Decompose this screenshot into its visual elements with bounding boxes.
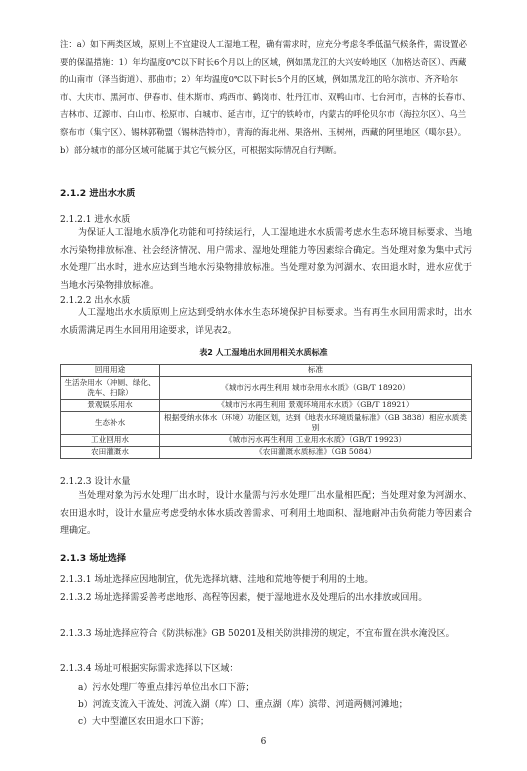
- clause-2-1-3-2: 2.1.3.2 场址选择需妥善考虑地形、高程等因素，便于湿地进水及处理后的出水排放或回用。: [60, 593, 428, 603]
- header-cell-standard: 标准: [160, 365, 472, 377]
- table-row: [61, 377, 472, 400]
- reuse-standards-table: [60, 364, 472, 459]
- clause-2-1-3-4: 2.1.3.4 场址可根据实际需求选择以下区域：: [60, 664, 239, 674]
- subheading-2-1-2-2: 2.1.2.2 出水水质: [60, 296, 131, 306]
- row-use-cell: 农田灌溉水: [61, 447, 160, 459]
- row-use-cell: 景观娱乐用水: [61, 400, 160, 412]
- clause-2-1-3-1: 2.1.3.1 场址选择应因地制宜，优先选择坑塘、洼地和荒地等便于利用的土地。: [60, 575, 374, 585]
- row-standard-cell: 《农田灌溉水质标准》（GB 5084）: [160, 447, 472, 459]
- row-use-cell: 工业回用水: [61, 435, 160, 447]
- row-standard-cell: 《城市污水再生利用 景观环境用水水质》（GB/T 18921）: [160, 400, 472, 412]
- clause-2-1-3-3: 2.1.3.3 场址选择应符合《防洪标准》GB 50201及相关防洪排涝的规定，不宜布置在洪水淹没区。: [60, 629, 455, 639]
- table-header-row: [61, 365, 472, 377]
- row-standard-cell: 《城市污水再生利用 城市杂用水水质》（GB/T 18920）: [160, 377, 472, 400]
- paragraph-design-flow: 当处理对象为污水处理厂出水时，设计水量需与污水处理厂出水量相匹配；当处理对象为河湖水、农田退水时，设计水量应考虑受纳水体水质改善需求、可利用土地面积、湿地耐冲击负荷能力等因素合理确定。: [60, 491, 472, 537]
- list-item: b）河流支流入干流处、河流入湖（库）口、重点湖（库）滨带、河道两侧河滩地；: [78, 700, 408, 710]
- table-row: [61, 447, 472, 459]
- section-heading-2-1-3: 2.1.3 场址选择: [60, 553, 127, 564]
- climate-note: 注：a）如下两类区域，原则上不宜建设人工湿地工程，确有需求时，应充分考虑冬季低温气候条件，需设置必要的保温措施：1）年均温度0℃以下时长6个月以上的区域，例如黑龙江的大兴安岭地区（加格达奇区）、西藏的山南市（泽当街道）、那曲市；2）年均温度0℃以下时长5个月的区域，例如黑龙江的哈尔滨市、齐齐哈尔市、大庆市、黑河市、伊春市、佳木斯市、鸡西市、鹤岗市、牡丹江市、双鸭山市、七台河市，吉林的长春市、吉林市、辽源市、白山市、松原市、白城市、延吉市，辽宁的铁岭市，内蒙古的呼伦贝尔市（海拉尔区）、乌兰察布市（集宁区）、锡林郭勒盟（锡林浩特市），青海的海北州、果洛州、玉树州，西藏的阿里地区（噶尔县）。b）部分城市的部分区域可能属于其它气候分区，可根据实际情况自行判断。: [60, 39, 471, 155]
- page-number: 6: [260, 737, 267, 747]
- table-row: [61, 412, 472, 435]
- section-heading-2-1-2: 2.1.2 进出水水质: [60, 188, 136, 199]
- table-caption: 表2 人工湿地出水回用相关水质标准: [199, 348, 328, 357]
- table-row: [61, 400, 472, 412]
- row-use-cell: 生态补水: [61, 412, 160, 435]
- subheading-2-1-2-3: 2.1.2.3 设计水量: [60, 477, 131, 487]
- header-cell-use: 回用用途: [61, 365, 160, 377]
- list-item: a）污水处理厂等重点排污单位出水口下游；: [78, 683, 255, 693]
- list-item: c）大中型灌区农田退水口下游；: [78, 717, 210, 727]
- row-use-cell: 生活杂用水（冲厕、绿化、洗车、扫除）: [61, 377, 160, 400]
- row-standard-cell: 根据受纳水体水（环境）功能区划，达到《地表水环境质量标准》（GB 3838）相应水质类别: [160, 412, 472, 435]
- table-row: [61, 435, 472, 447]
- paragraph-effluent-quality: 人工湿地出水水质原则上应达到受纳水体水生态环境保护目标要求。当有再生水回用需求时，出水水质需满足再生水回用用途要求，详见表2。: [60, 308, 472, 336]
- subheading-2-1-2-1: 2.1.2.1 进水水质: [60, 215, 131, 225]
- paragraph-influent-quality: 为保证人工湿地水质净化功能和可持续运行，人工湿地进水水质需考虑水生态环境目标要求、当地水污染物排放标准、社会经济情况、用户需求、湿地处理能力等因素综合确定。当处理对象为集中式污水处理厂出水时，进水应达到当地水污染物排放标准。当处理对象为河湖水、农田退水时，进水应优于当地水污染物排放标准。: [60, 228, 472, 291]
- row-standard-cell: 《城市污水再生利用 工业用水水质》（GB/T 19923）: [160, 435, 472, 447]
